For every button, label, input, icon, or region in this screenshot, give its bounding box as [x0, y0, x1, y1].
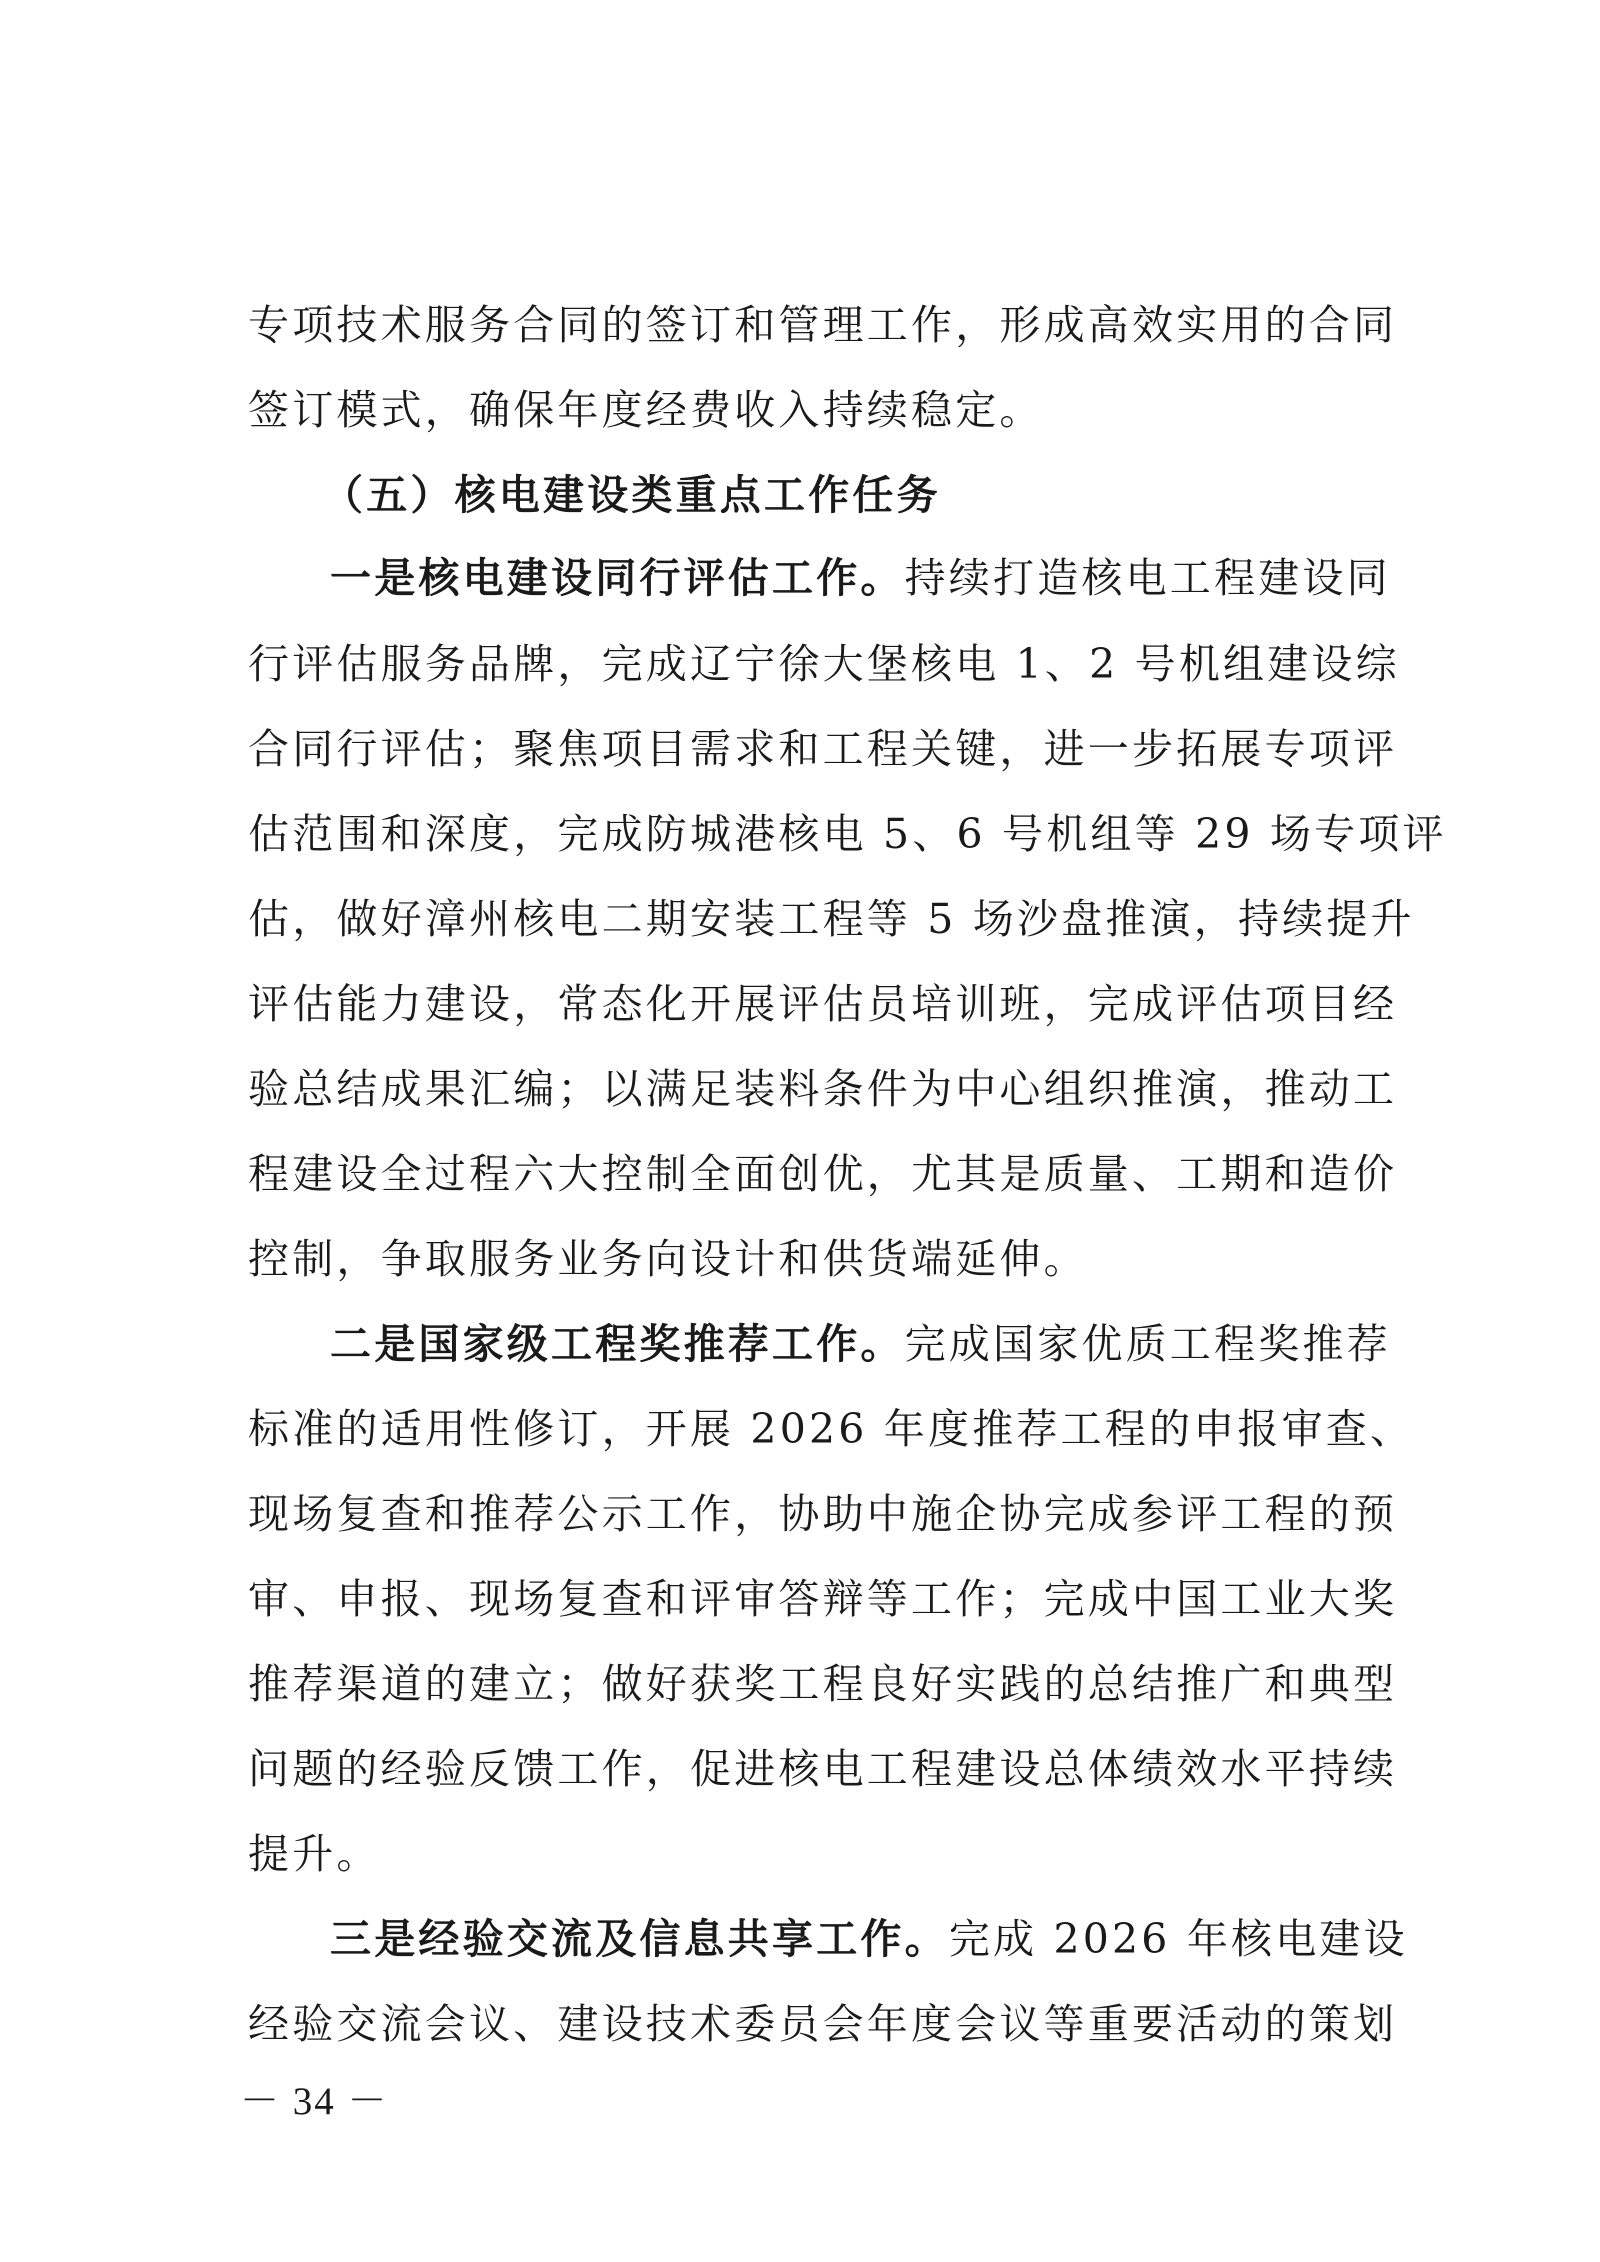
body-line: 程建设全过程六大控制全面创优，尤其是质量、工期和造价 — [248, 1150, 1398, 1198]
body-line: 提升。 — [248, 1830, 381, 1878]
paragraph-first-line — [330, 548, 1391, 608]
body-line: 评估能力建设，常态化开展评估员培训班，完成评估项目经 — [248, 980, 1398, 1028]
paragraph-text: 持续打造核电工程建设同 — [904, 554, 1391, 602]
body-line: 估，做好漳州核电二期安装工程等 5 场沙盘推演，持续提升 — [248, 895, 1415, 943]
body-line: 估范围和深度，完成防城港核电 5、6 号机组等 29 场专项评 — [248, 810, 1447, 858]
paragraph-lead: 二是国家级工程奖推荐工作。 — [330, 1320, 905, 1368]
body-line: 合同行评估；聚焦项目需求和工程关键，进一步拓展专项评 — [248, 725, 1398, 773]
paragraph-lead: 三是经验交流及信息共享工作。 — [330, 1915, 949, 1963]
body-line: 专项技术服务合同的签订和管理工作，形成高效实用的合同 — [248, 301, 1398, 349]
paragraph-first-line — [330, 1909, 1408, 1969]
body-line: 现场复查和推荐公示工作，协助中施企协完成参评工程的预 — [248, 1490, 1398, 1538]
paragraph-text: 完成 2026 年核电建设 — [948, 1915, 1408, 1963]
body-line: 控制，争取服务业务向设计和供货端延伸。 — [248, 1235, 1088, 1283]
body-line: 问题的经验反馈工作，促进核电工程建设总体绩效水平持续 — [248, 1745, 1398, 1793]
page-number: － 34 － — [240, 2080, 389, 2123]
paragraph-lead: 一是核电建设同行评估工作。 — [330, 554, 905, 602]
body-line: 签订模式，确保年度经费收入持续稳定。 — [248, 386, 1044, 434]
body-line: 验总结成果汇编；以满足装料条件为中心组织推演，推动工 — [248, 1065, 1398, 1113]
body-line: 标准的适用性修订，开展 2026 年度推荐工程的申报审查、 — [248, 1405, 1415, 1453]
paragraph-first-line — [330, 1314, 1391, 1374]
body-line: 行评估服务品牌，完成辽宁徐大堡核电 1、2 号机组建设综 — [248, 640, 1400, 688]
paragraph-text: 完成国家优质工程奖推荐 — [904, 1320, 1391, 1368]
body-line: 推荐渠道的建立；做好获奖工程良好实践的总结推广和典型 — [248, 1660, 1398, 1708]
body-line: 经验交流会议、建设技术委员会年度会议等重要活动的策划 — [248, 2000, 1398, 2048]
section-heading: （五）核电建设类重点工作任务 — [322, 471, 941, 519]
body-line: 审、申报、现场复查和评审答辩等工作；完成中国工业大奖 — [248, 1575, 1398, 1623]
